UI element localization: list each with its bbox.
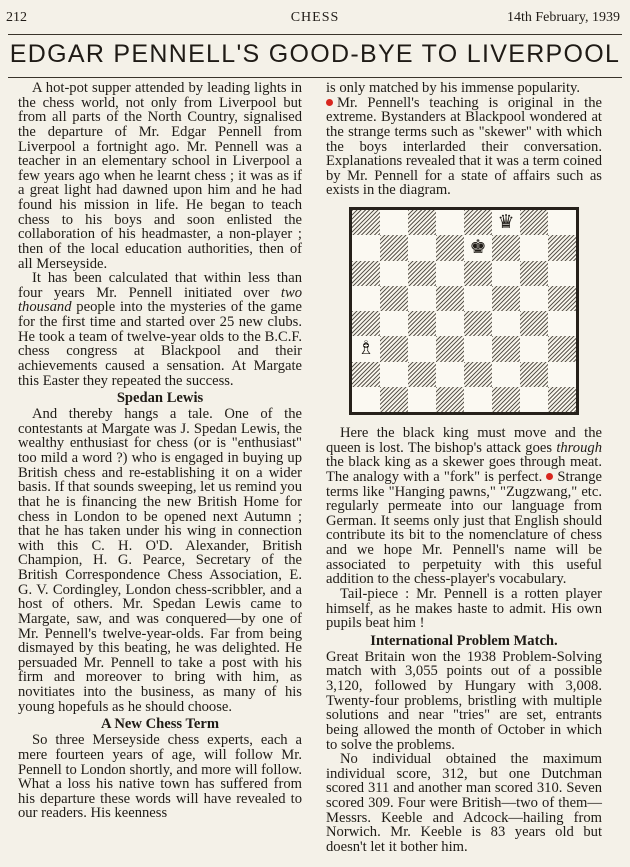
section-heading-spedan-lewis: Spedan Lewis — [116, 390, 204, 407]
board-square — [352, 362, 380, 387]
board-square — [352, 261, 380, 286]
board-square — [464, 387, 492, 412]
header-rule — [8, 34, 622, 35]
board-square — [548, 387, 576, 412]
paragraph: So three Merseyside chess experts, each a mere fourteen years of age, will follow Mr. Pennell to London shortly, and more will follow. What a loss his native town has suffered from his departure these words will have revealed to our readers. His keenness — [18, 732, 302, 822]
bullet-dot-icon — [326, 99, 333, 106]
board-square — [408, 311, 436, 336]
paragraph: Great Britain won the 1938 Problem-Solving match with 3,055 points out of a possible 3,120, followed by Hungary with 3,008. Twenty-four problems, bristling with multiple solutions and near "tries" are set, entrants being allowed the month of October in which to solve the problems. — [326, 648, 602, 753]
bullet-dot-icon — [546, 473, 553, 480]
board-square — [408, 336, 436, 361]
board-square — [548, 261, 576, 286]
board-square — [548, 311, 576, 336]
board-square — [380, 311, 408, 336]
white-bishop-icon: ♗ — [357, 337, 375, 360]
board-square — [352, 210, 380, 235]
board-square — [520, 336, 548, 361]
board-square — [548, 210, 576, 235]
chess-diagram — [349, 207, 579, 415]
chess-board — [352, 210, 576, 412]
board-square — [464, 261, 492, 286]
board-square — [380, 362, 408, 387]
board-square — [352, 235, 380, 260]
page-header — [0, 0, 630, 36]
board-square — [520, 235, 548, 260]
board-square — [520, 362, 548, 387]
board-square — [352, 311, 380, 336]
journal-name: CHESS — [290, 10, 340, 25]
board-square — [520, 387, 548, 412]
article-title: EDGAR PENNELL'S GOOD-BYE TO LIVERPOOL — [9, 40, 621, 68]
board-square — [520, 261, 548, 286]
board-square — [436, 311, 464, 336]
board-square — [548, 362, 576, 387]
board-square — [492, 362, 520, 387]
page-number: 212 — [6, 10, 27, 25]
board-square — [548, 286, 576, 311]
board-square — [548, 336, 576, 361]
board-square — [548, 235, 576, 260]
board-square — [436, 387, 464, 412]
right-column — [326, 81, 602, 855]
board-square — [380, 235, 408, 260]
board-square — [464, 362, 492, 387]
board-square — [436, 286, 464, 311]
board-square — [520, 311, 548, 336]
board-square — [380, 387, 408, 412]
board-square — [492, 286, 520, 311]
board-square — [408, 261, 436, 286]
board-square — [492, 311, 520, 336]
section-heading-new-chess-term: A New Chess Term — [101, 716, 219, 733]
paragraph: No individual obtained the maximum individual score, 312, but one Dutchman scored 311 and another man scored 310. Seven scored 309. Four were British—two of them—Messrs. Keeble and Adcock—hailing from Norwich. Mr. Keeble is 83 years old but doesn't let it bother him. — [326, 751, 602, 855]
board-square — [492, 235, 520, 260]
black-queen-icon: ♛ — [497, 211, 515, 233]
board-square — [408, 387, 436, 412]
paragraph: And thereby hangs a tale. One of the contestants at Margate was J. Spedan Lewis, the wealthy enthusiast for chess (or is "enthusiast" too mild a word ?) who is engaged in buying up British chess and re-establishing it on a wider basis. If that sounds sweeping, let us remind you that he is financing the new British Home for chess in London to be opened next Autumn ; that he has taken under his wing in connection with this C. H. O'D. Alexander, British Champion, H. G. Pearce, Secretary of the British Correspondence Chess Association, E. G. V. Cordingley, London chess-scribbler, and a host of others. Mr. Spedan Lewis came to Margate, saw, and was conquered—by one of Mr. Pennell's twelve-year-olds. Far from being dismayed by this beating, he was delighted. He persuaded Mr. Pennell to take a post with his firm and moreover to bring with him, as novitiates into the business, as many of his young hopefuls as he should choose. — [18, 406, 302, 715]
board-square — [408, 210, 436, 235]
board-square — [352, 387, 380, 412]
title-rule — [8, 77, 622, 78]
paragraph: Tail-piece : Mr. Pennell is a rotten player himself, as he makes haste to admit. His own pupils beat him ! — [326, 585, 602, 632]
section-heading-problem-match: International Problem Match. — [370, 632, 558, 649]
paragraph: A hot-pot supper attended by leading lights in the chess world, not only from Liverpool but from all parts of the North Country, signalised the departure of Mr. Edgar Pennell from Liverpool a fortnight ago. Mr. Pennell was a teacher in an elementary school in Liverpool a few years ago when he learnt chess ; it was as if a great light had dawned upon him and he had found his mission in life. He began to teach chess to his boys and soon enlisted the collaboration of his headmaster, a non-player ; then of the local education authorities, then of all Merseyside. — [18, 80, 302, 272]
board-square — [436, 261, 464, 286]
board-square — [520, 210, 548, 235]
board-square — [464, 210, 492, 235]
board-square — [380, 286, 408, 311]
board-square — [436, 362, 464, 387]
board-square — [436, 235, 464, 260]
left-column — [18, 81, 302, 821]
board-square — [408, 235, 436, 260]
paragraph: Here the black king must move and the queen is lost. The bishop's attack goes through the black king as a skewer goes through meat. The analogy with a "fork" is perfect. Strange terms like "Hanging pawns," "Zugzwang," etc. regularly permeate into our language from German. It seems only just that English should contribute its bit to the nomenclature of chess and we hope Mr. Pennell's name will be associated to perpetuity with this useful addition to the chess-player's vocabulary. — [326, 425, 602, 588]
issue-date: 14th February, 1939 — [506, 10, 620, 25]
board-square — [464, 311, 492, 336]
board-square — [436, 336, 464, 361]
black-king-icon: ♚ — [469, 236, 487, 259]
board-square — [408, 286, 436, 311]
board-square — [380, 210, 408, 235]
board-square — [492, 387, 520, 412]
board-square — [492, 261, 520, 286]
board-square — [492, 336, 520, 361]
paragraph: is only matched by his immense popularity. — [326, 80, 581, 96]
board-square — [464, 286, 492, 311]
board-square — [464, 336, 492, 361]
board-square — [436, 210, 464, 235]
board-square — [352, 286, 380, 311]
board-square — [408, 362, 436, 387]
paragraph: It has been calculated that within less than four years Mr. Pennell initiated over two thousand people into the mysteries of the game for the first time and started over 25 new clubs. He took a team of twelve-year olds to the B.C.F. chess congress at Blackpool and their achievements caused a sensation. At Margate this Easter they repeated the success. — [18, 270, 302, 389]
paragraph: Mr. Pennell's teaching is original in the extreme. Bystanders at Blackpool wondered at the strange terms such as "skewer" with which the boys interlarded their conversation. Explanations revealed that it was a term coined by Mr. Pennell for a state of affairs such as exists in the diagram. — [326, 94, 602, 199]
board-square — [380, 261, 408, 286]
board-square — [520, 286, 548, 311]
board-square — [380, 336, 408, 361]
